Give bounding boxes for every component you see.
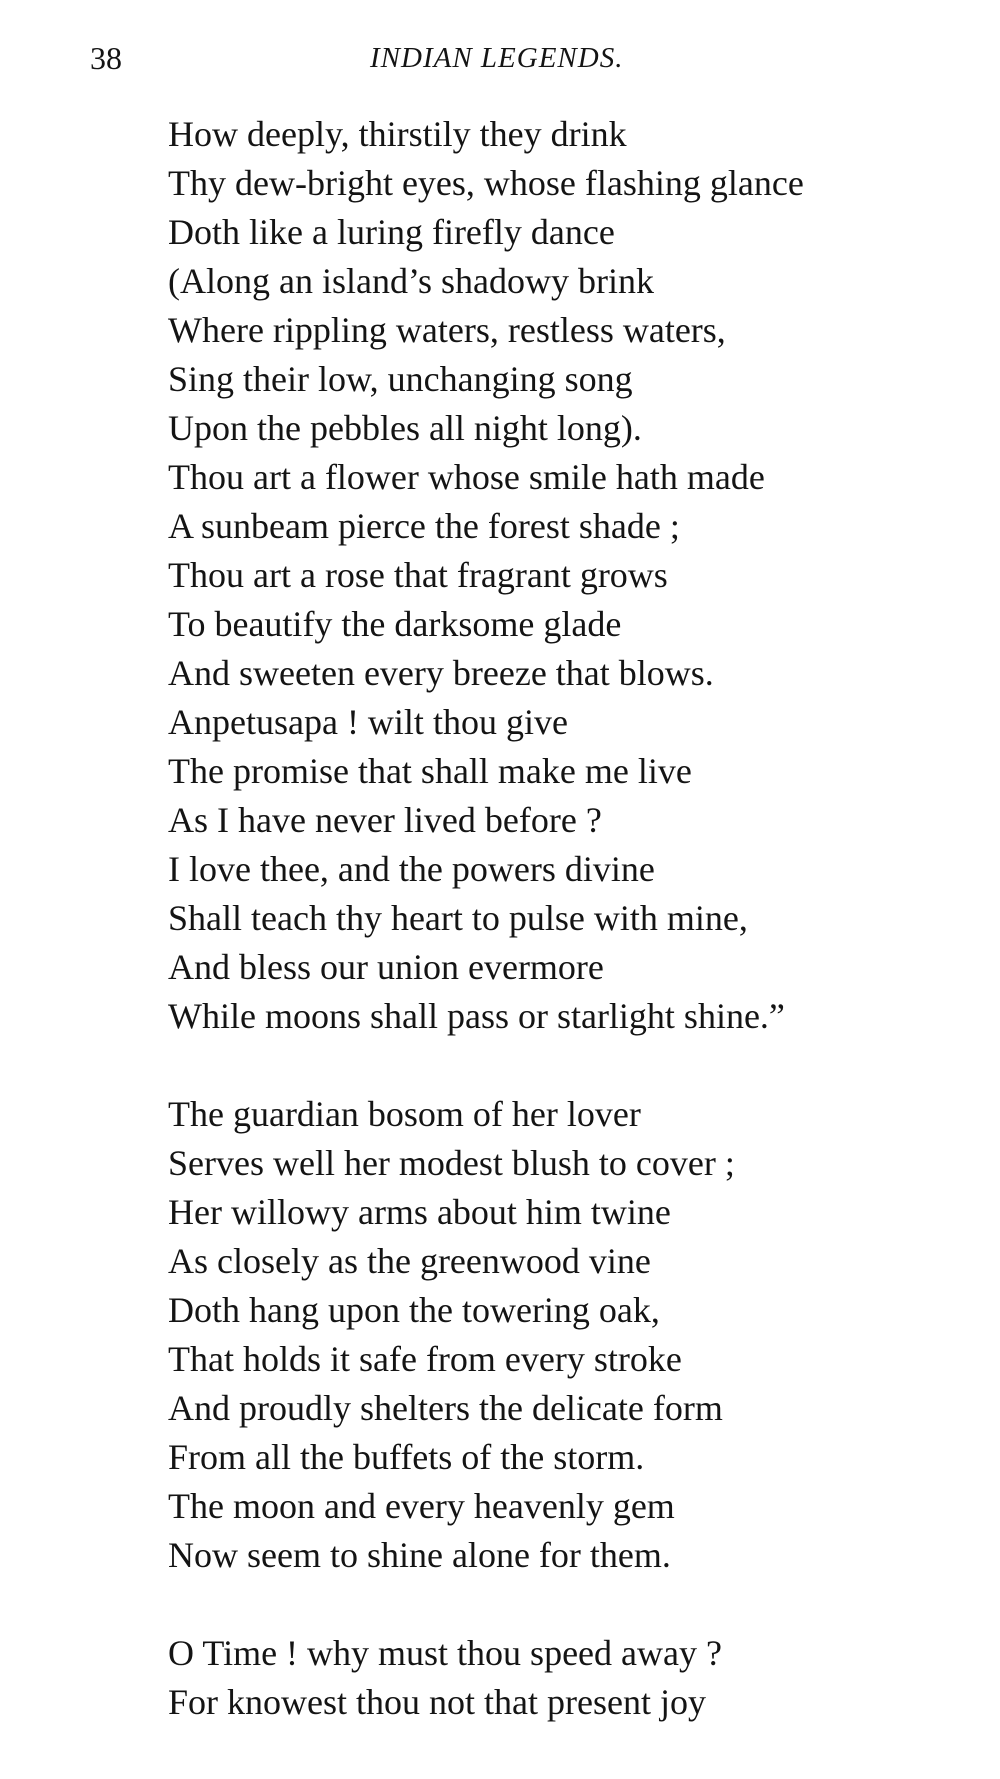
- verse-line: While moons shall pass or starlight shine.”: [168, 996, 785, 1036]
- verse-line: Shall teach thy heart to pulse with mine,: [168, 898, 748, 938]
- verse-line: Serves well her modest blush to cover ;: [168, 1143, 735, 1183]
- poem-body: [168, 110, 968, 1727]
- verse-line: Doth like a luring firefly dance: [168, 212, 615, 252]
- verse-line: (Along an island’s shadowy brink: [168, 261, 654, 301]
- verse-line: O Time ! why must thou speed away ?: [168, 1633, 722, 1673]
- verse-line: From all the buffets of the storm.: [168, 1437, 645, 1477]
- stanza: [168, 110, 968, 1041]
- running-head: [90, 38, 750, 78]
- verse-line: Thy dew-bright eyes, whose flashing glance: [168, 163, 804, 203]
- verse-line: Anpetusapa ! wilt thou give: [168, 702, 568, 742]
- verse-line: That holds it safe from every stroke: [168, 1339, 682, 1379]
- verse-line: Thou art a flower whose smile hath made: [168, 457, 765, 497]
- verse-line: Where rippling waters, restless waters,: [168, 310, 726, 350]
- verse-line: For knowest thou not that present joy: [168, 1682, 706, 1722]
- verse-line: Her willowy arms about him twine: [168, 1192, 671, 1232]
- verse-line: The moon and every heavenly gem: [168, 1486, 675, 1526]
- verse-line: Sing their low, unchanging song: [168, 359, 633, 399]
- verse-line: How deeply, thirstily they drink: [168, 114, 627, 154]
- page-number: 38: [90, 40, 122, 76]
- verse-line: The guardian bosom of her lover: [168, 1094, 641, 1134]
- verse-line: Now seem to shine alone for them.: [168, 1535, 671, 1575]
- verse-line: As I have never lived before ?: [168, 800, 602, 840]
- verse-line: I love thee, and the powers divine: [168, 849, 655, 889]
- verse-line: The promise that shall make me live: [168, 751, 692, 791]
- verse-line: And proudly shelters the delicate form: [168, 1388, 723, 1428]
- verse-line: To beautify the darksome glade: [168, 604, 622, 644]
- verse-line: Doth hang upon the towering oak,: [168, 1290, 660, 1330]
- verse-line: A sunbeam pierce the forest shade ;: [168, 506, 680, 546]
- verse-line: And bless our union evermore: [168, 947, 604, 987]
- stanza: [168, 1090, 968, 1580]
- running-title: INDIAN LEGENDS.: [370, 42, 624, 74]
- verse-line: As closely as the greenwood vine: [168, 1241, 651, 1281]
- verse-line: Thou art a rose that fragrant grows: [168, 555, 668, 595]
- verse-line: Upon the pebbles all night long).: [168, 408, 642, 448]
- stanza: [168, 1629, 968, 1727]
- verse-line: And sweeten every breeze that blows.: [168, 653, 714, 693]
